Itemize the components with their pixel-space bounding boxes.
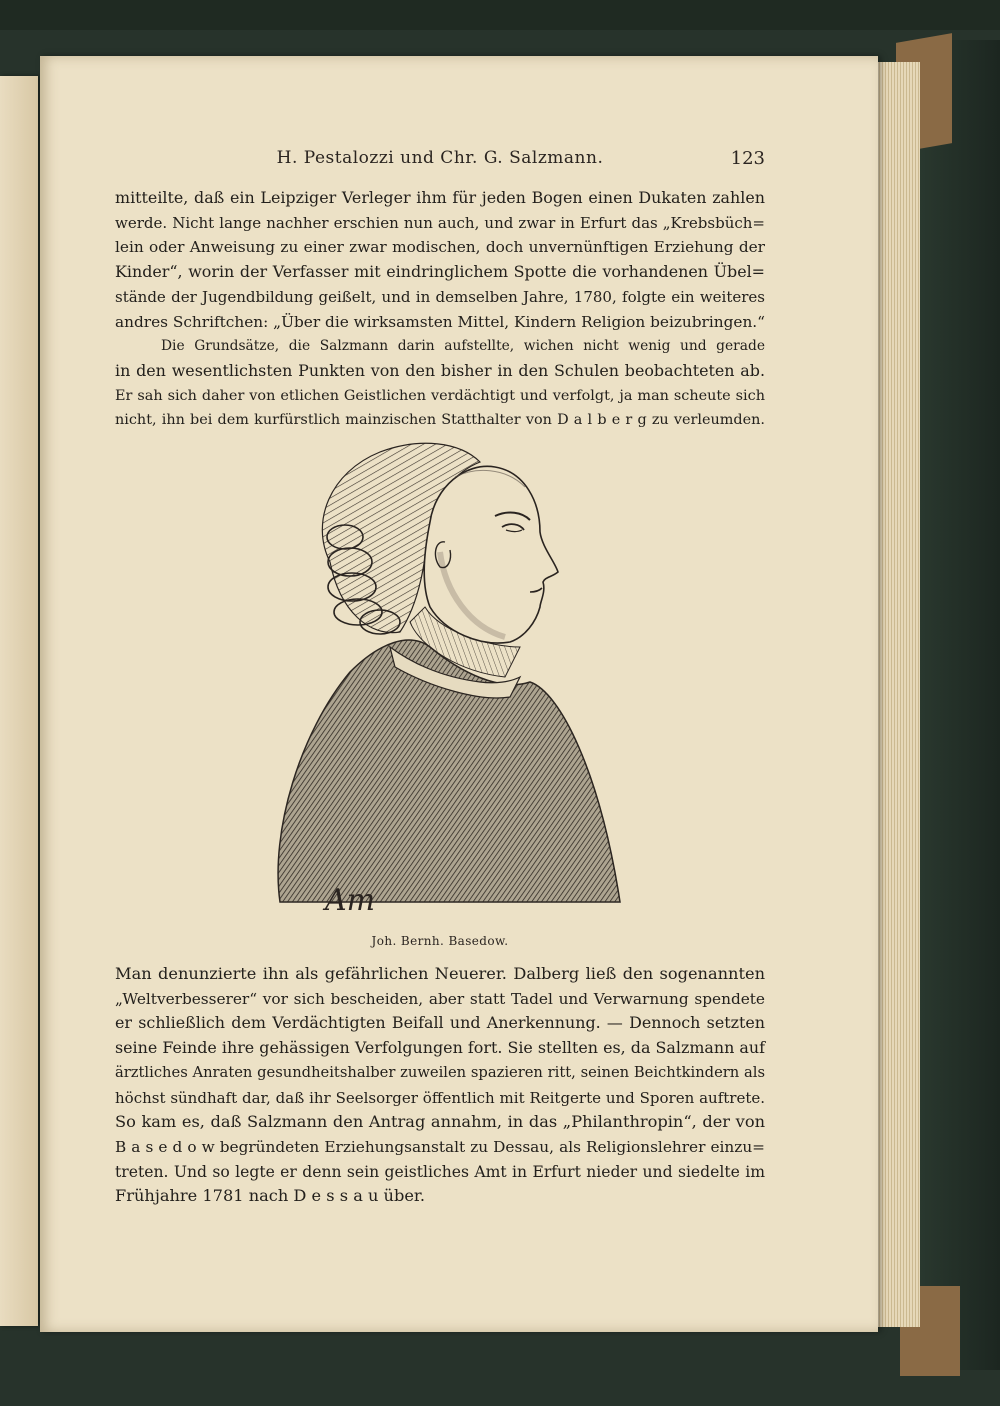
text-line: mitteilte, daß ein Leipziger Verleger ihm für jeden Bogen einen Dukaten zahlen <box>115 188 765 207</box>
text-line: Er sah sich daher von etlichen Geistlichen verdächtigt und verfolgt, ja man scheute sich <box>115 387 765 404</box>
portrait-illustration <box>240 432 640 922</box>
text-line: andres Schriftchen: „Über die wirksamsten Mittel, Kindern Religion beizubringen.“ <box>115 312 765 331</box>
figure-caption: Joh. Bernh. Basedow. <box>371 934 509 948</box>
book-cover-edge <box>910 40 1000 1370</box>
text-line: er schließlich dem Verdächtigten Beifall und Anerkennung. — Dennoch setzten <box>115 1013 765 1033</box>
header-title: H. Pestalozzi und Chr. G. Salzmann. <box>276 148 604 168</box>
text-line: B a s e d o w begründeten Erziehungsanstalt zu Dessau, als Religionslehrer einzu= <box>115 1137 765 1156</box>
running-header <box>115 148 765 172</box>
text-line: werde. Nicht lange nachher erschien nun auch, und zwar in Erfurt das „Krebsbüch= <box>115 213 765 232</box>
text-line: stände der Jugendbildung geißelt, und in demselben Jahre, 1780, folgte ein weiteres <box>115 287 765 306</box>
text-line: ärztliches Anraten gesundheitshalber zuweilen spazieren ritt, seinen Beichtkindern als <box>115 1063 765 1081</box>
text-line: treten. Und so legte er denn sein geistliches Amt in Erfurt nieder und siedelte im <box>115 1162 765 1181</box>
text-line: Die Grundsätze, die Salzmann darin aufstellte, wichen nicht wenig und gerade <box>161 338 765 355</box>
text-line: „Weltverbesserer“ vor sich bescheiden, aber statt Tadel und Verwarnung spendete <box>115 989 765 1008</box>
text-line: Man denunzierte ihn als gefährlichen Neuerer. Dalberg ließ den sogenannten <box>115 964 765 983</box>
left-page-edge <box>0 76 38 1326</box>
text-block-top <box>115 186 765 433</box>
text-line: höchst sündhaft dar, daß ihr Seelsorger öffentlich mit Reitgerte und Sporen auftrete. <box>115 1088 765 1107</box>
text-line: Frühjahre 1781 nach D e s s a u über. <box>115 1186 426 1206</box>
text-line: in den wesentlichsten Punkten von den bisher in den Schulen beobachteten ab. <box>115 360 765 380</box>
engraver-signature: Am <box>325 883 376 918</box>
text-line: Kinder“, worin der Verfasser mit eindringlichem Spotte die vorhandenen Übel= <box>115 262 765 282</box>
text-line: So kam es, daß Salzmann den Antrag annahm, in das „Philanthropin“, der von <box>115 1112 765 1132</box>
text-line: nicht, ihn bei dem kurfürstlich mainzischen Statthalter von D a l b e r g zu verleumden. <box>115 412 765 429</box>
page-number: 123 <box>730 148 765 169</box>
portrait-engraving <box>240 432 640 922</box>
text-block-bottom <box>115 962 765 1209</box>
text-line: seine Feinde ihre gehässigen Verfolgungen fort. Sie stellten es, da Salzmann auf <box>115 1038 765 1058</box>
text-line: lein oder Anweisung zu einer zwar modischen, doch unvernünftigen Erziehung der <box>115 238 765 257</box>
